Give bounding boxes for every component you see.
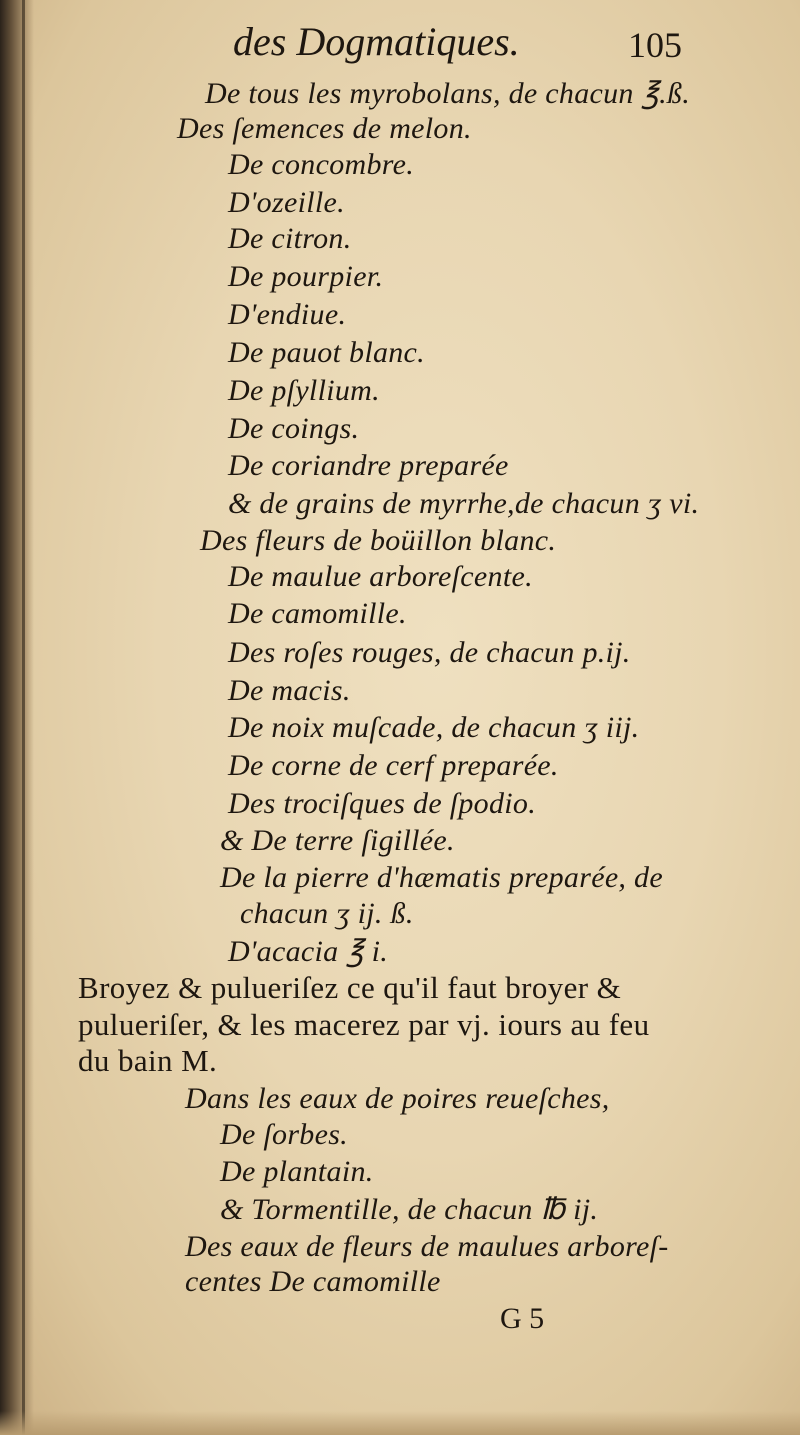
paragraph-line: pulueriſer, & les macerez par vj. iours au feu (78, 1007, 650, 1042)
recipe-line: De tous les myrobolans, de chacun ℥.ß. (205, 77, 691, 110)
recipe-line: De citron. (228, 222, 352, 255)
page-bottom-edge (0, 1411, 800, 1435)
recipe-line: D'acacia ℥ i. (228, 935, 389, 968)
paragraph-line: du bain M. (78, 1043, 218, 1078)
recipe-line: De pſyllium. (228, 374, 380, 407)
paragraph-line: Broyez & pulueriſez ce qu'il faut broyer & (78, 970, 622, 1005)
recipe-line: & Tormentille, de chacun ℔ ij. (220, 1193, 599, 1226)
recipe-line: De maulue arboreſcente. (228, 560, 533, 593)
recipe-line: De noix muſcade, de chacun ʒ iij. (228, 711, 640, 744)
recipe-line: De coings. (228, 412, 360, 445)
recipe-line: chacun ʒ ij. ß. (240, 897, 414, 930)
recipe-line: D'endiue. (228, 298, 347, 331)
recipe-line: Des trociſques de ſpodio. (228, 787, 537, 820)
recipe-line: De pourpier. (228, 260, 384, 293)
book-binding-shadow (0, 0, 34, 1435)
recipe-line: Des eaux de fleurs de maulues arboreſ- (185, 1230, 669, 1263)
recipe-line: De ſorbes. (220, 1118, 348, 1151)
recipe-line: De coriandre preparée (228, 449, 509, 482)
recipe-line: Dans les eaux de poires reueſches, (185, 1082, 610, 1115)
recipe-line: De camomille. (228, 597, 407, 630)
recipe-line: Des fleurs de boüillon blanc. (200, 524, 557, 557)
page-number: 105 (628, 25, 682, 65)
recipe-line: De pauot blanc. (228, 336, 425, 369)
recipe-line: De macis. (228, 674, 351, 707)
recipe-line: De plantain. (220, 1155, 374, 1188)
recipe-line: D'ozeille. (228, 186, 345, 219)
recipe-line: & de grains de myrrhe,de chacun ʒ vi. (228, 487, 700, 520)
recipe-line: De concombre. (228, 148, 415, 181)
binding-edge (22, 0, 25, 1435)
recipe-line: Des roſes rouges, de chacun p.ij. (228, 636, 631, 669)
recipe-line: Des ſemences de melon. (177, 112, 472, 145)
recipe-line: De la pierre d'hæmatis preparée, de (220, 861, 663, 894)
recipe-line: & De terre ſigillée. (220, 824, 455, 857)
recipe-line: centes De camomille (185, 1265, 441, 1298)
recipe-line: De corne de cerf preparée. (228, 749, 559, 782)
signature-mark: G 5 (500, 1302, 545, 1335)
running-title: des Dogmatiques. (233, 19, 520, 64)
